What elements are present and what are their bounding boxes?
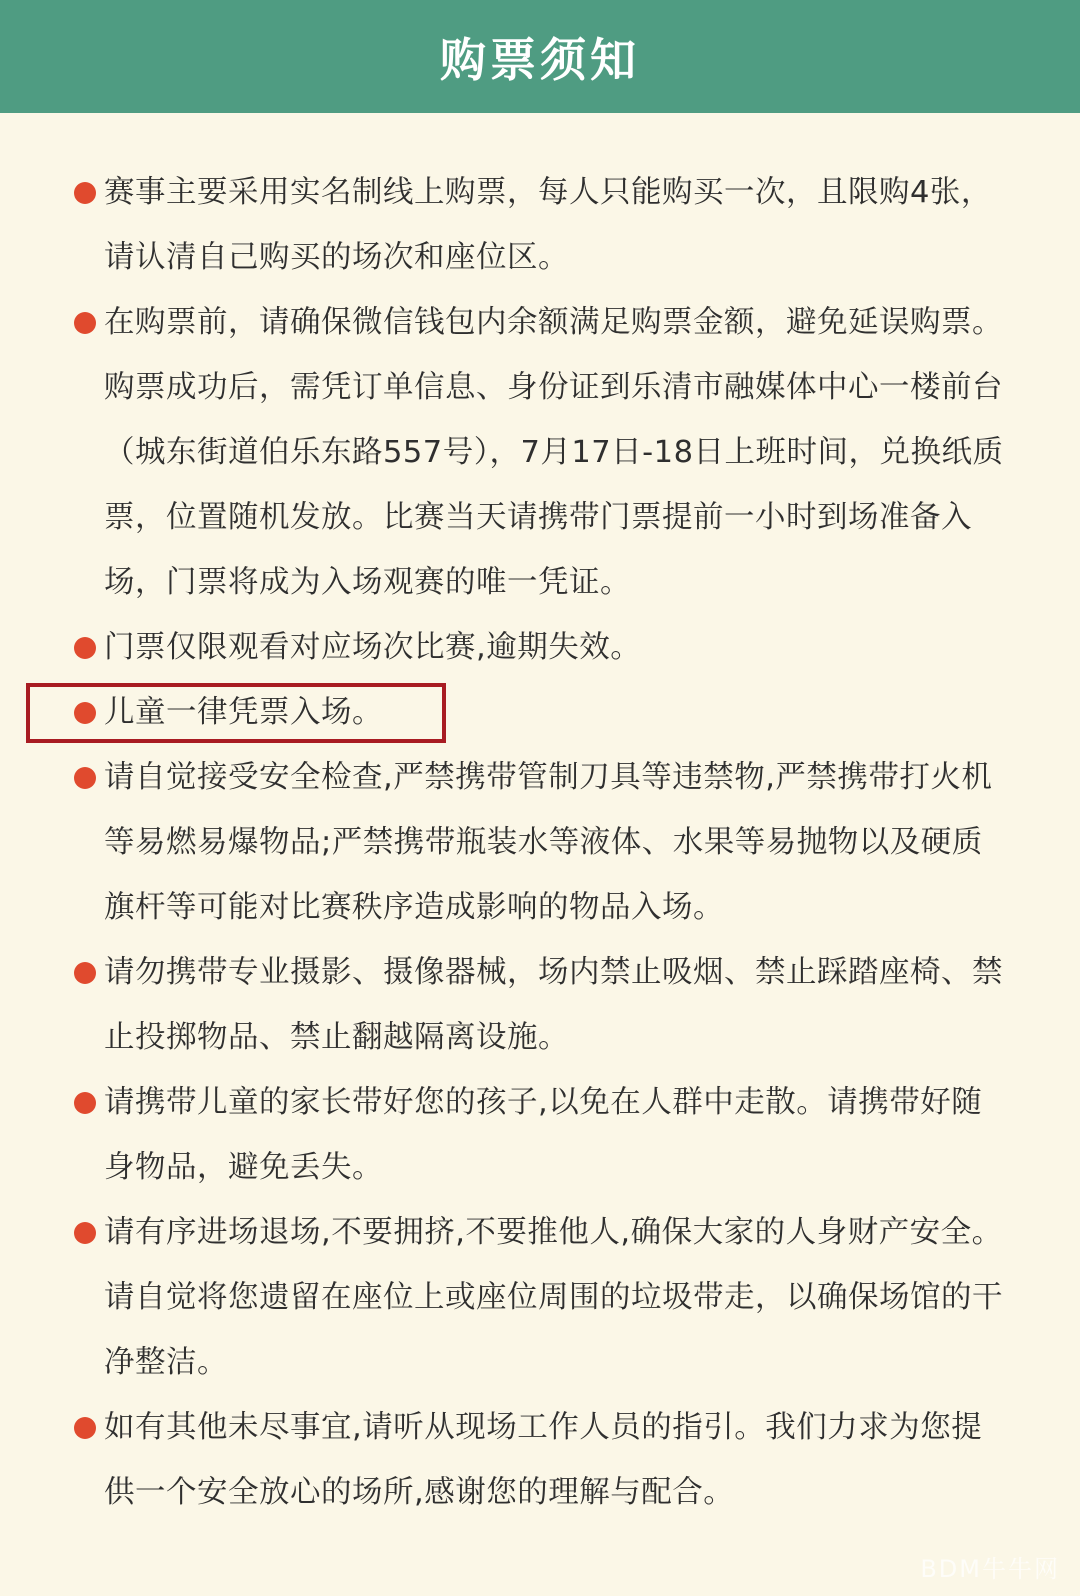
- bullet-dot-icon: [74, 767, 96, 789]
- notice-text: 请有序进场退场,不要拥挤,不要推他人,确保大家的人身财产安全。请自觉将您遗留在座位上或座位周围的垃圾带走，以确保场馆的干净整洁。: [104, 1215, 1003, 1380]
- header-banner: [0, 0, 1080, 113]
- highlight-box: [26, 683, 446, 743]
- bullet-dot-icon: [74, 637, 96, 659]
- bullet-dot-icon: [74, 312, 96, 334]
- notice-text: 儿童一律凭票入场。: [104, 695, 383, 730]
- notice-text: 门票仅限观看对应场次比赛,逾期失效。: [104, 630, 642, 665]
- notice-item-1: [0, 160, 1080, 290]
- notice-item-7: [0, 1070, 1080, 1200]
- notice-list: [0, 160, 1080, 1525]
- bullet-dot-icon: [74, 1222, 96, 1244]
- notice-text: 请自觉接受安全检查,严禁携带管制刀具等违禁物,严禁携带打火机等易燃易爆物品;严禁携带瓶装水等液体、水果等易抛物以及硬质旗杆等可能对比赛秩序造成影响的物品入场。: [104, 760, 993, 925]
- notice-item-3: [0, 615, 1080, 680]
- notice-text: 请携带儿童的家长带好您的孩子,以免在人群中走散。请携带好随身物品，避免丢失。: [104, 1085, 983, 1185]
- bullet-dot-icon: [74, 962, 96, 984]
- notice-text: 如有其他未尽事宜,请听从现场工作人员的指引。我们力求为您提供一个安全放心的场所,感谢您的理解与配合。: [104, 1410, 983, 1510]
- notice-text: 赛事主要采用实名制线上购票，每人只能购买一次，且限购4张，请认清自己购买的场次和座位区。: [104, 175, 992, 275]
- notice-item-6: [0, 940, 1080, 1070]
- notice-text: 在购票前，请确保微信钱包内余额满足购票金额，避免延误购票。购票成功后，需凭订单信息、身份证到乐清市融媒体中心一楼前台（城东街道伯乐东路557号），7月17日-18日上班时间，兑换纸质票，位置随机发放。比赛当天请携带门票提前一小时到场准备入场，门票将成为入场观赛的唯一凭证。: [104, 305, 1004, 600]
- watermark: BDM牛牛网: [920, 1555, 1060, 1583]
- page-title: 购票须知: [440, 32, 640, 87]
- bullet-dot-icon: [74, 182, 96, 204]
- notice-item-9: [0, 1395, 1080, 1525]
- notice-item-2: [0, 290, 1080, 615]
- notice-text: 请勿携带专业摄影、摄像器械，场内禁止吸烟、禁止踩踏座椅、禁止投掷物品、禁止翻越隔离设施。: [104, 955, 1003, 1055]
- bullet-dot-icon: [74, 1092, 96, 1114]
- bullet-dot-icon: [74, 1417, 96, 1439]
- notice-item-8: [0, 1200, 1080, 1395]
- notice-item-5: [0, 745, 1080, 940]
